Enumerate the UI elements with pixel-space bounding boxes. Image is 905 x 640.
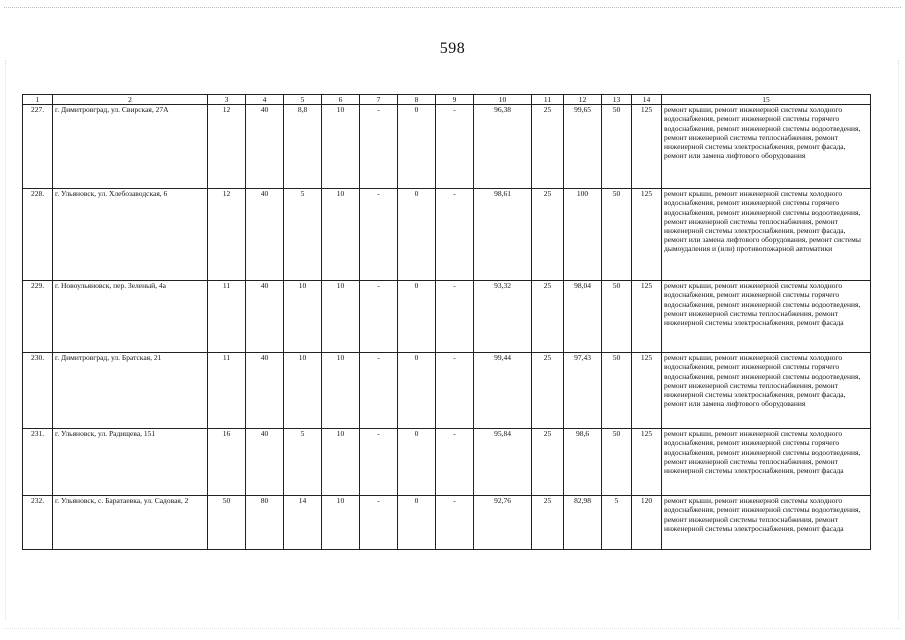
- table-row: [23, 281, 871, 353]
- row-number-cell: 231.: [23, 429, 53, 496]
- table-row: [23, 105, 871, 189]
- value-cell: -: [436, 189, 474, 281]
- value-cell: 50: [602, 105, 632, 189]
- value-cell: 125: [632, 105, 662, 189]
- scan-edge-bottom: [4, 628, 901, 629]
- value-cell: 80: [246, 496, 284, 550]
- works-cell: ремонт крыши, ремонт инженерной системы холодного водоснабжения, ремонт инженерной системы горячего водоснабжения, ремонт инженерной системы водоотведения, ремонт инженерной системы теплоснабжения, ремонт инженерной системы электроснабжения, ремонт фасада: [662, 429, 871, 496]
- value-cell: 25: [532, 496, 564, 550]
- value-cell: 11: [208, 281, 246, 353]
- value-cell: -: [436, 496, 474, 550]
- value-cell: 5: [284, 429, 322, 496]
- scan-edge-right: [898, 60, 899, 620]
- table-row: [23, 189, 871, 281]
- value-cell: -: [436, 281, 474, 353]
- value-cell: 50: [602, 353, 632, 429]
- value-cell: 0: [398, 105, 436, 189]
- column-header: 8: [398, 95, 436, 105]
- value-cell: 10: [322, 189, 360, 281]
- value-cell: 125: [632, 189, 662, 281]
- table-row: [23, 496, 871, 550]
- row-number-cell: 229.: [23, 281, 53, 353]
- value-cell: 25: [532, 429, 564, 496]
- column-header: 13: [602, 95, 632, 105]
- value-cell: 97,43: [564, 353, 602, 429]
- value-cell: 5: [284, 189, 322, 281]
- value-cell: -: [436, 429, 474, 496]
- value-cell: 10: [322, 429, 360, 496]
- value-cell: 0: [398, 353, 436, 429]
- value-cell: 0: [398, 189, 436, 281]
- works-cell: ремонт крыши, ремонт инженерной системы холодного водоснабжения, ремонт инженерной системы горячего водоснабжения, ремонт инженерной системы водоотведения, ремонт инженерной системы теплоснабжения, ремонт инженерной системы электроснабжения, ремонт фасада, ремонт или замена лифтового оборудования: [662, 353, 871, 429]
- value-cell: -: [360, 429, 398, 496]
- value-cell: 25: [532, 105, 564, 189]
- value-cell: 98,61: [474, 189, 532, 281]
- value-cell: -: [436, 353, 474, 429]
- value-cell: -: [360, 105, 398, 189]
- address-cell: г. Димитровград, ул. Братская, 21: [53, 353, 208, 429]
- value-cell: 125: [632, 353, 662, 429]
- value-cell: 98,04: [564, 281, 602, 353]
- column-header: 4: [246, 95, 284, 105]
- repair-program-table: [22, 94, 871, 550]
- value-cell: 40: [246, 281, 284, 353]
- column-header: 12: [564, 95, 602, 105]
- works-cell: ремонт крыши, ремонт инженерной системы холодного водоснабжения, ремонт инженерной системы горячего водоснабжения, ремонт инженерной системы водоотведения, ремонт инженерной системы теплоснабжения, ремонт инженерной системы электроснабжения, ремонт фасада: [662, 281, 871, 353]
- value-cell: 95,84: [474, 429, 532, 496]
- value-cell: 50: [602, 281, 632, 353]
- value-cell: 10: [284, 353, 322, 429]
- value-cell: 0: [398, 429, 436, 496]
- value-cell: 92,76: [474, 496, 532, 550]
- row-number-cell: 230.: [23, 353, 53, 429]
- value-cell: 25: [532, 281, 564, 353]
- value-cell: 50: [208, 496, 246, 550]
- value-cell: 14: [284, 496, 322, 550]
- value-cell: 40: [246, 105, 284, 189]
- column-header: 14: [632, 95, 662, 105]
- scan-edge-left: [5, 60, 14, 620]
- value-cell: 100: [564, 189, 602, 281]
- column-header: 5: [284, 95, 322, 105]
- value-cell: 25: [532, 353, 564, 429]
- column-header: 10: [474, 95, 532, 105]
- column-header: 2: [53, 95, 208, 105]
- value-cell: 8,8: [284, 105, 322, 189]
- row-number-cell: 228.: [23, 189, 53, 281]
- column-header: 9: [436, 95, 474, 105]
- value-cell: 25: [532, 189, 564, 281]
- scan-edge-top: [4, 7, 901, 8]
- column-header: 7: [360, 95, 398, 105]
- value-cell: 125: [632, 281, 662, 353]
- value-cell: 40: [246, 189, 284, 281]
- column-number-row: [23, 95, 871, 105]
- value-cell: 10: [284, 281, 322, 353]
- column-header: 11: [532, 95, 564, 105]
- row-number-cell: 232.: [23, 496, 53, 550]
- works-cell: ремонт крыши, ремонт инженерной системы холодного водоснабжения, ремонт инженерной системы водоотведения, ремонт инженерной системы теплоснабжения, ремонт инженерной системы электроснабжения, ремонт фасада: [662, 496, 871, 550]
- value-cell: -: [360, 353, 398, 429]
- address-cell: г. Димитровград, ул. Свирская, 27А: [53, 105, 208, 189]
- value-cell: 10: [322, 281, 360, 353]
- value-cell: 12: [208, 189, 246, 281]
- works-cell: ремонт крыши, ремонт инженерной системы холодного водоснабжения, ремонт инженерной системы горячего водоснабжения, ремонт инженерной системы водоотведения, ремонт инженерной системы теплоснабжения, ремонт инженерной системы электроснабжения, ремонт фасада, ремонт или замена лифтового оборудования, ремонт системы дымоудаления и (или) противопожарной автоматики: [662, 189, 871, 281]
- value-cell: 50: [602, 189, 632, 281]
- value-cell: 5: [602, 496, 632, 550]
- value-cell: 120: [632, 496, 662, 550]
- table-body: [23, 95, 871, 550]
- table-row: [23, 353, 871, 429]
- value-cell: 10: [322, 353, 360, 429]
- page-number: 598: [439, 40, 466, 57]
- value-cell: 40: [246, 429, 284, 496]
- value-cell: -: [360, 189, 398, 281]
- column-header: 3: [208, 95, 246, 105]
- column-header: 6: [322, 95, 360, 105]
- table-row: [23, 429, 871, 496]
- address-cell: г. Ульяновск, ул. Радищева, 151: [53, 429, 208, 496]
- value-cell: 96,38: [474, 105, 532, 189]
- value-cell: -: [360, 281, 398, 353]
- value-cell: 93,32: [474, 281, 532, 353]
- address-cell: г. Ульяновск, ул. Хлебозаводская, 6: [53, 189, 208, 281]
- value-cell: 50: [602, 429, 632, 496]
- value-cell: 99,44: [474, 353, 532, 429]
- value-cell: 99,65: [564, 105, 602, 189]
- value-cell: 12: [208, 105, 246, 189]
- value-cell: 11: [208, 353, 246, 429]
- row-number-cell: 227.: [23, 105, 53, 189]
- value-cell: 0: [398, 496, 436, 550]
- column-header: 1: [23, 95, 53, 105]
- address-cell: г. Ульяновск, с. Баратаевка, ул. Садовая, 2: [53, 496, 208, 550]
- address-cell: г. Новоульяновск, пер. Зеленый, 4а: [53, 281, 208, 353]
- value-cell: 0: [398, 281, 436, 353]
- value-cell: -: [360, 496, 398, 550]
- value-cell: 16: [208, 429, 246, 496]
- value-cell: 40: [246, 353, 284, 429]
- value-cell: 98,6: [564, 429, 602, 496]
- value-cell: 10: [322, 105, 360, 189]
- column-header: 15: [662, 95, 871, 105]
- value-cell: 125: [632, 429, 662, 496]
- works-cell: ремонт крыши, ремонт инженерной системы холодного водоснабжения, ремонт инженерной системы горячего водоснабжения, ремонт инженерной системы водоотведения, ремонт инженерной системы теплоснабжения, ремонт инженерной системы электроснабжения, ремонт фасада, ремонт или замена лифтового оборудования: [662, 105, 871, 189]
- value-cell: 10: [322, 496, 360, 550]
- value-cell: -: [436, 105, 474, 189]
- value-cell: 82,98: [564, 496, 602, 550]
